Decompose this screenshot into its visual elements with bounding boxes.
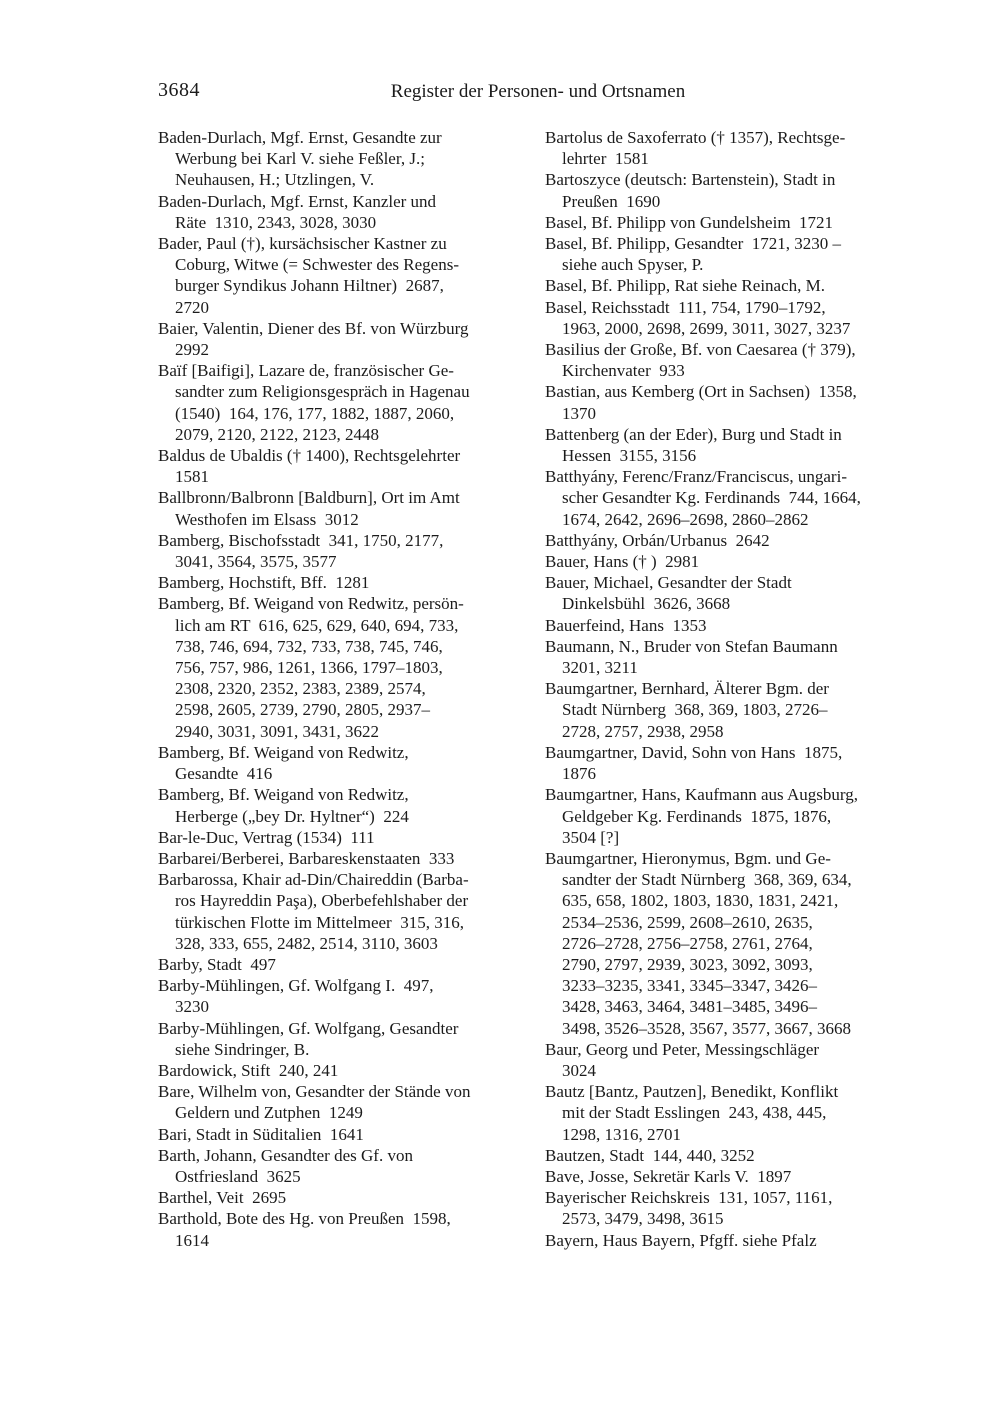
- index-entry: [545, 1081, 937, 1145]
- entry-first-line: Bauer, Hans († ) 2981: [545, 552, 700, 572]
- entry-continuation-line: 2308, 2320, 2352, 2383, 2389, 2574,: [175, 679, 426, 699]
- entry-first-line: Baumgartner, Hans, Kaufmann aus Augsburg,: [545, 785, 858, 805]
- entry-first-line: Bave, Josse, Sekretär Karls V. 1897: [545, 1166, 792, 1186]
- index-entry: [545, 381, 937, 423]
- index-entry: [158, 848, 538, 869]
- entry-first-line: Batthyány, Orbán/Urbanus 2642: [545, 530, 770, 550]
- entry-first-line: Ballbronn/Balbronn [Baldburn], Ort im Amt: [158, 488, 460, 508]
- index-entry: [545, 1039, 937, 1081]
- index-entry: [545, 615, 937, 636]
- entry-continuation-line: 1370: [562, 403, 596, 423]
- entry-continuation-line: 2940, 3031, 3091, 3431, 3622: [175, 721, 379, 741]
- entry-continuation-line: Coburg, Witwe (= Schwester des Regens-: [175, 255, 460, 275]
- entry-continuation-line: Gesandte 416: [175, 764, 273, 784]
- entry-continuation-line: 3041, 3564, 3575, 3577: [175, 552, 337, 572]
- entry-first-line: Baumgartner, Hieronymus, Bgm. und Ge-: [545, 848, 831, 868]
- index-entry: [545, 742, 937, 784]
- index-entry: [545, 424, 937, 466]
- index-entry: [158, 1060, 538, 1081]
- entry-first-line: Barby, Stadt 497: [158, 954, 276, 974]
- entry-continuation-line: 3504 [?]: [562, 827, 620, 847]
- entry-first-line: Bare, Wilhelm von, Gesandter der Stände von: [158, 1082, 471, 1102]
- entry-continuation-line: 756, 757, 986, 1261, 1366, 1797–1803,: [175, 658, 443, 678]
- entry-continuation-line: 1614: [175, 1230, 209, 1250]
- index-entry: [545, 784, 937, 848]
- index-entry: [545, 233, 937, 275]
- entry-continuation-line: Räte 1310, 2343, 3028, 3030: [175, 212, 377, 232]
- entry-continuation-line: 3428, 3463, 3464, 3481–3485, 3496–: [562, 997, 817, 1017]
- entry-continuation-line: 3201, 3211: [562, 658, 638, 678]
- entry-first-line: Baur, Georg und Peter, Messingschläger: [545, 1039, 820, 1059]
- entry-continuation-line: Ostfriesland 3625: [175, 1166, 301, 1186]
- index-entry: [158, 318, 538, 360]
- entry-first-line: Bautzen, Stadt 144, 440, 3252: [545, 1145, 755, 1165]
- index-entry: [158, 1208, 538, 1250]
- entry-first-line: Bartolus de Saxoferrato († 1357), Rechtsge-: [545, 128, 846, 147]
- entry-continuation-line: Westhofen im Elsass 3012: [175, 509, 359, 529]
- entry-continuation-line: Herberge („bey Dr. Hyltner“) 224: [175, 806, 409, 826]
- index-entry: [158, 869, 538, 954]
- entry-continuation-line: 2534–2536, 2599, 2608–2610, 2635,: [562, 912, 813, 932]
- entry-continuation-line: sandter zum Religionsgespräch in Hagenau: [175, 382, 470, 402]
- entry-first-line: Basel, Reichsstadt 111, 754, 1790–1792,: [545, 297, 826, 317]
- index-entry: [158, 1187, 538, 1208]
- entry-continuation-line: scher Gesandter Kg. Ferdinands 744, 1664,: [562, 488, 861, 508]
- page-number: 3684: [158, 79, 200, 101]
- index-column-right: [545, 127, 937, 1251]
- entry-continuation-line: (1540) 164, 176, 177, 1882, 1887, 2060,: [175, 403, 455, 423]
- entry-continuation-line: 1298, 1316, 2701: [562, 1124, 681, 1144]
- entry-first-line: Baumgartner, Bernhard, Älterer Bgm. der: [545, 679, 829, 699]
- entry-first-line: Baden-Durlach, Mgf. Ernst, Kanzler und: [158, 191, 437, 211]
- index-entry: [158, 127, 538, 191]
- entry-first-line: Baumgartner, David, Sohn von Hans 1875,: [545, 742, 843, 762]
- index-entry: [545, 572, 937, 614]
- entry-first-line: Bar-le-Duc, Vertrag (1534) 111: [158, 827, 375, 847]
- entry-first-line: Basilius der Große, Bf. von Caesarea († 379),: [545, 340, 856, 360]
- index-entry: [545, 678, 937, 742]
- index-entry: [545, 1166, 937, 1187]
- entry-first-line: Barbarei/Berberei, Barbareskenstaaten 333: [158, 848, 455, 868]
- entry-first-line: Bader, Paul (†), kursächsischer Kastner zu: [158, 234, 447, 254]
- entry-first-line: Basel, Bf. Philipp, Gesandter 1721, 3230 –: [545, 234, 842, 254]
- entry-continuation-line: 3498, 3526–3528, 3567, 3577, 3667, 3668: [562, 1018, 851, 1038]
- entry-continuation-line: Hessen 3155, 3156: [562, 446, 697, 466]
- index-entry: [545, 551, 937, 572]
- index-entry: [545, 466, 937, 530]
- entry-continuation-line: sandter der Stadt Nürnberg 368, 369, 634,: [562, 870, 852, 890]
- index-entry: [158, 191, 538, 233]
- entry-first-line: Barby-Mühlingen, Gf. Wolfgang I. 497,: [158, 976, 434, 996]
- entry-continuation-line: 635, 658, 1802, 1803, 1830, 1831, 2421,: [562, 891, 839, 911]
- index-entry: [545, 1145, 937, 1166]
- index-entry: [545, 169, 937, 211]
- entry-continuation-line: 2573, 3479, 3498, 3615: [562, 1209, 724, 1229]
- entry-first-line: Barby-Mühlingen, Gf. Wolfgang, Gesandter: [158, 1018, 459, 1038]
- entry-first-line: Barbarossa, Khair ad-Din/Chaireddin (Barba-: [158, 870, 469, 890]
- entry-continuation-line: Kirchenvater 933: [562, 361, 685, 381]
- index-entry: [158, 742, 538, 784]
- entry-continuation-line: 2598, 2605, 2739, 2790, 2805, 2937–: [175, 700, 430, 720]
- entry-first-line: Barth, Johann, Gesandter des Gf. von: [158, 1145, 413, 1165]
- entry-continuation-line: 3024: [562, 1060, 596, 1080]
- index-entry: [158, 954, 538, 975]
- entry-continuation-line: siehe auch Spyser, P.: [562, 255, 704, 275]
- entry-first-line: Bayerischer Reichskreis 131, 1057, 1161,: [545, 1188, 833, 1208]
- index-entry: [158, 530, 538, 572]
- entry-first-line: Bastian, aus Kemberg (Ort in Sachsen) 1358,: [545, 382, 857, 402]
- entry-continuation-line: 2728, 2757, 2938, 2958: [562, 721, 724, 741]
- entry-continuation-line: Stadt Nürnberg 368, 369, 1803, 2726–: [562, 700, 828, 720]
- index-entry: [545, 127, 937, 169]
- entry-first-line: Batthyány, Ferenc/Franz/Franciscus, ungari-: [545, 467, 847, 487]
- entry-continuation-line: siehe Sindringer, B.: [175, 1039, 310, 1059]
- entry-first-line: Bauer, Michael, Gesandter der Stadt: [545, 573, 792, 593]
- index-entry: [158, 1124, 538, 1145]
- entry-first-line: Bartoszyce (deutsch: Bartenstein), Stadt in: [545, 170, 836, 190]
- index-entry: [545, 212, 937, 233]
- entry-continuation-line: lich am RT 616, 625, 629, 640, 694, 733,: [175, 615, 459, 635]
- entry-first-line: Bardowick, Stift 240, 241: [158, 1060, 339, 1080]
- index-entry: [545, 1230, 937, 1251]
- index-column-left: [158, 127, 538, 1251]
- entry-continuation-line: 3230: [175, 997, 209, 1017]
- index-entry: [545, 297, 937, 339]
- index-entry: [545, 1187, 937, 1229]
- entry-first-line: Baumann, N., Bruder von Stefan Baumann: [545, 636, 838, 656]
- index-entry: [545, 530, 937, 551]
- entry-continuation-line: 2790, 2797, 2939, 3023, 3092, 3093,: [562, 954, 813, 974]
- entry-continuation-line: burger Syndikus Johann Hiltner) 2687,: [175, 276, 444, 296]
- entry-first-line: Baden-Durlach, Mgf. Ernst, Gesandte zur: [158, 128, 442, 147]
- entry-continuation-line: Preußen 1690: [562, 191, 661, 211]
- entry-first-line: Basel, Bf. Philipp, Rat siehe Reinach, M.: [545, 276, 825, 296]
- entry-first-line: Bayern, Haus Bayern, Pfgff. siehe Pfalz: [545, 1230, 817, 1250]
- entry-first-line: Bamberg, Hochstift, Bff. 1281: [158, 573, 370, 593]
- entry-continuation-line: 2726–2728, 2756–2758, 2761, 2764,: [562, 933, 813, 953]
- entry-continuation-line: 1674, 2642, 2696–2698, 2860–2862: [562, 509, 809, 529]
- entry-first-line: Baier, Valentin, Diener des Bf. von Würzburg: [158, 318, 469, 338]
- entry-first-line: Barthold, Bote des Hg. von Preußen 1598,: [158, 1209, 451, 1229]
- entry-continuation-line: 738, 746, 694, 732, 733, 738, 745, 746,: [175, 636, 443, 656]
- entry-continuation-line: 2720: [175, 297, 209, 317]
- entry-continuation-line: Geldern und Zutphen 1249: [175, 1103, 363, 1123]
- entry-continuation-line: 1581: [175, 467, 209, 487]
- entry-first-line: Bamberg, Bf. Weigand von Redwitz,: [158, 742, 409, 762]
- index-entry: [158, 1018, 538, 1060]
- index-entry: [158, 360, 538, 445]
- index-entry: [158, 233, 538, 318]
- entry-continuation-line: mit der Stadt Esslingen 243, 438, 445,: [562, 1103, 827, 1123]
- entry-continuation-line: 1963, 2000, 2698, 2699, 3011, 3027, 3237: [562, 318, 851, 338]
- entry-continuation-line: 2079, 2120, 2122, 2123, 2448: [175, 424, 379, 444]
- index-entry: [158, 784, 538, 826]
- entry-first-line: Bamberg, Bf. Weigand von Redwitz, persön-: [158, 594, 464, 614]
- entry-continuation-line: 2992: [175, 340, 209, 360]
- entry-first-line: Baïf [Baifigi], Lazare de, französischer Ge-: [158, 361, 454, 381]
- entry-continuation-line: Geldgeber Kg. Ferdinands 1875, 1876,: [562, 806, 832, 826]
- entry-continuation-line: Werbung bei Karl V. siehe Feßler, J.;: [175, 149, 425, 169]
- entry-first-line: Bari, Stadt in Süditalien 1641: [158, 1124, 364, 1144]
- entry-first-line: Basel, Bf. Philipp von Gundelsheim 1721: [545, 212, 834, 232]
- index-entry: [158, 572, 538, 593]
- entry-continuation-line: ros Hayreddin Paşa), Oberbefehlshaber der: [175, 891, 469, 911]
- entry-continuation-line: 328, 333, 655, 2482, 2514, 3110, 3603: [175, 933, 438, 953]
- entry-continuation-line: türkischen Flotte im Mittelmeer 315, 316,: [175, 912, 464, 932]
- index-entry: [158, 827, 538, 848]
- entry-first-line: Battenberg (an der Eder), Burg und Stadt in: [545, 424, 842, 444]
- entry-first-line: Barthel, Veit 2695: [158, 1188, 287, 1208]
- entry-continuation-line: lehrter 1581: [562, 149, 649, 169]
- index-entry: [158, 445, 538, 487]
- entry-first-line: Bamberg, Bf. Weigand von Redwitz,: [158, 785, 409, 805]
- entry-continuation-line: Neuhausen, H.; Utzlingen, V.: [175, 170, 375, 190]
- index-entry: [158, 487, 538, 529]
- index-entry: [158, 1145, 538, 1187]
- index-entry: [545, 275, 937, 296]
- index-entry: [545, 339, 937, 381]
- entry-continuation-line: Dinkelsbühl 3626, 3668: [562, 594, 731, 614]
- entry-continuation-line: 1876: [562, 764, 596, 784]
- entry-first-line: Baldus de Ubaldis († 1400), Rechtsgelehrter: [158, 446, 461, 466]
- index-entry: [158, 1081, 538, 1123]
- entry-first-line: Bauerfeind, Hans 1353: [545, 615, 707, 635]
- entry-continuation-line: 3233–3235, 3341, 3345–3347, 3426–: [562, 976, 817, 996]
- index-entry: [158, 593, 538, 741]
- index-entry: [545, 848, 937, 1039]
- entry-first-line: Bamberg, Bischofsstadt 341, 1750, 2177,: [158, 530, 444, 550]
- running-title: Register der Personen- und Ortsnamen: [390, 81, 686, 102]
- entry-first-line: Bautz [Bantz, Pautzen], Benedikt, Konflikt: [545, 1082, 839, 1102]
- index-entry: [545, 636, 937, 678]
- index-entry: [158, 975, 538, 1017]
